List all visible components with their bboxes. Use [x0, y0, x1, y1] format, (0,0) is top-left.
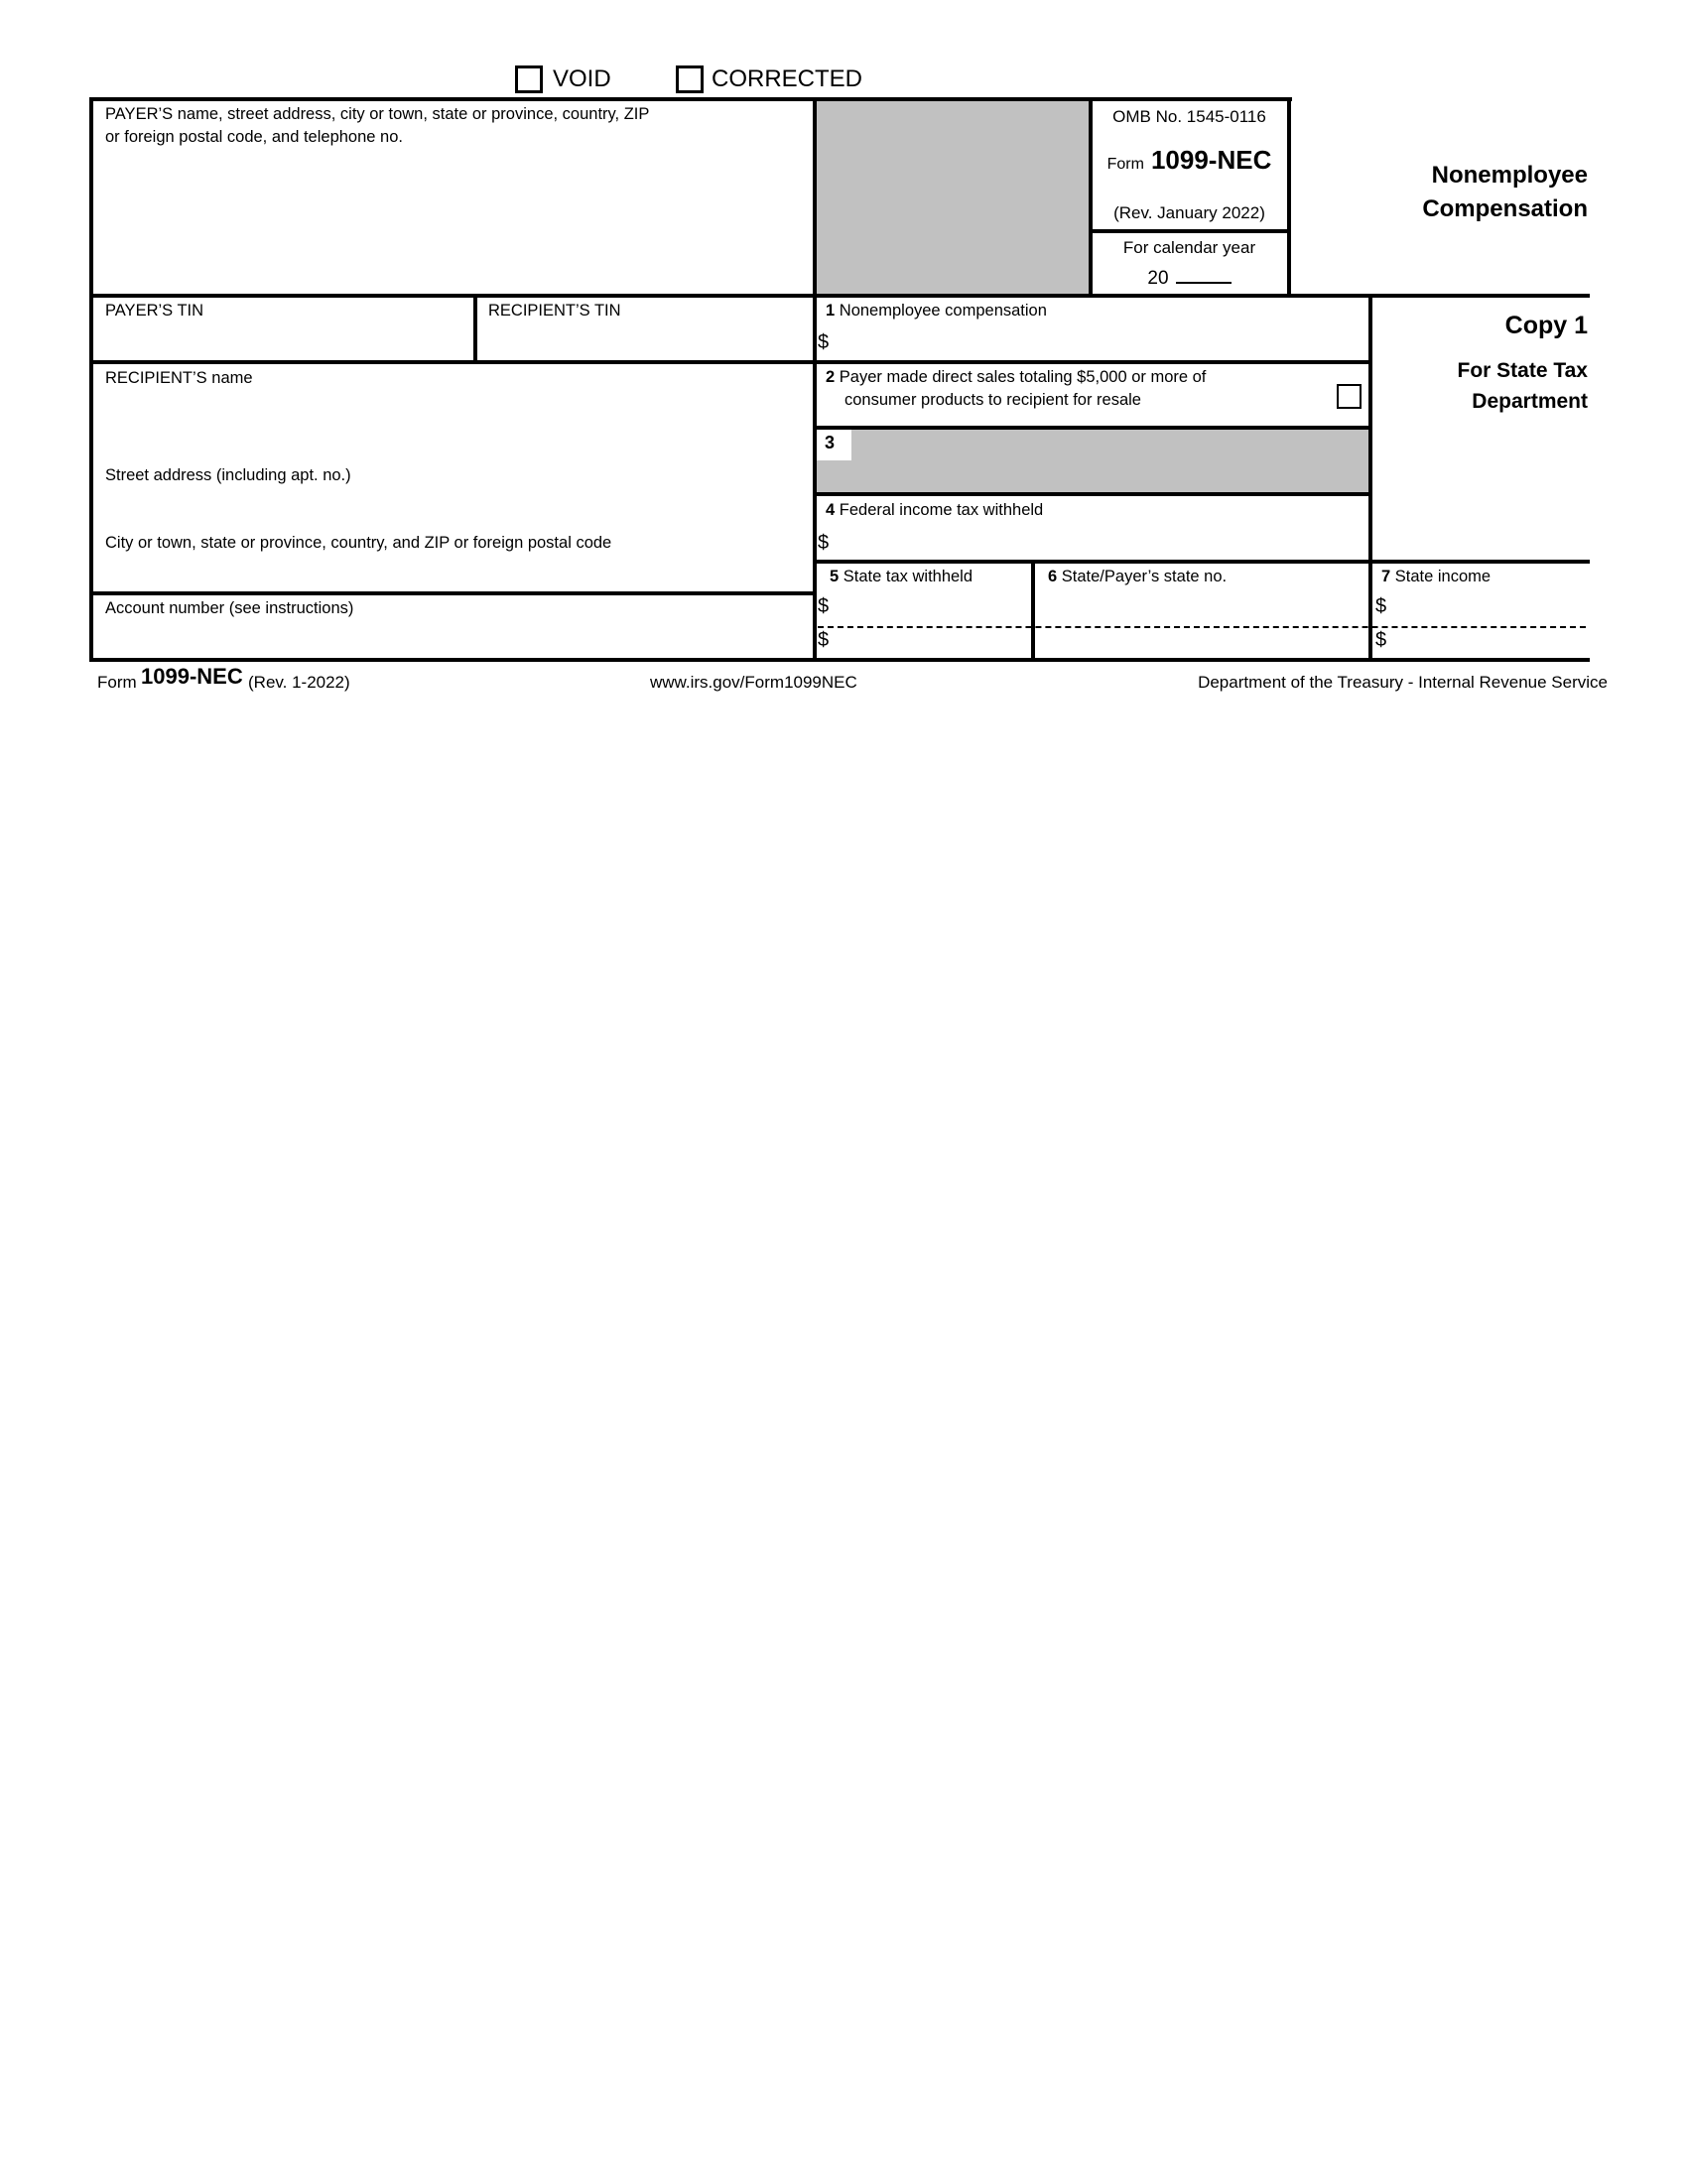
- footer-form-number: 1099-NEC: [141, 664, 243, 689]
- box5-amount-top-field[interactable]: [840, 593, 1026, 621]
- payer-tin-field[interactable]: [95, 325, 468, 357]
- account-number-field[interactable]: [95, 623, 808, 655]
- box7-dollar-sign-bottom: $: [1375, 629, 1387, 651]
- box4-amount-field[interactable]: [840, 530, 1363, 556]
- grid-line: [89, 97, 93, 662]
- grid-line: [89, 658, 1590, 662]
- box5-dollar-sign-bottom: $: [818, 629, 830, 651]
- void-checkbox[interactable]: [515, 65, 543, 93]
- calendar-year-row: [1090, 260, 1289, 290]
- box1-amount-field[interactable]: [840, 329, 1363, 357]
- omb-form-number: 1099-NEC: [1150, 145, 1272, 175]
- omb-form-number-row: [1090, 145, 1289, 176]
- grid-line: [89, 294, 1590, 298]
- box5-label: [830, 566, 973, 588]
- box2-label-line1: Payer made direct sales totaling $5,000 or more of: [839, 368, 1207, 386]
- box6-state-no-field[interactable]: [1040, 593, 1363, 655]
- payer-info-field[interactable]: [95, 151, 808, 290]
- box3-number-chip: [816, 430, 851, 460]
- recipient-tin-label: RECIPIENT’S TIN: [488, 302, 621, 320]
- footer-form-word: Form: [97, 673, 137, 692]
- grid-line: [814, 492, 1371, 496]
- city-field[interactable]: [95, 558, 808, 587]
- grid-line: [473, 294, 477, 364]
- box6-number: 6: [1048, 568, 1058, 585]
- omb-revision-label: (Rev. January 2022): [1113, 203, 1265, 222]
- payer-info-label-line1: PAYER’S name, street address, city or town, state or province, country, ZIP: [105, 105, 650, 123]
- omb-form-word: Form: [1106, 156, 1144, 173]
- box7-amount-top-field[interactable]: [1397, 593, 1586, 621]
- recipient-name-field[interactable]: [95, 393, 808, 454]
- box1-dollar-sign: $: [818, 331, 830, 353]
- corrected-checkbox[interactable]: [676, 65, 704, 93]
- box7-label: [1381, 566, 1491, 588]
- box2-label-line2: consumer products to recipient for resale: [844, 391, 1141, 409]
- box7-amount-bottom-field[interactable]: [1397, 629, 1586, 655]
- street-address-field[interactable]: [95, 490, 808, 526]
- footer-revision: (Rev. 1-2022): [248, 673, 350, 692]
- box4-number: 4: [826, 501, 836, 519]
- payer-tin-label: PAYER’S TIN: [105, 302, 204, 320]
- box1-label-text: Nonemployee compensation: [839, 302, 1047, 320]
- header-shaded-box: [814, 97, 1092, 296]
- payer-info-label: [105, 103, 649, 149]
- box7-number: 7: [1381, 568, 1391, 585]
- city-label: City or town, state or province, country, and ZIP or foreign postal code: [105, 534, 612, 552]
- footer-agency: Department of the Treasury - Internal Revenue Service: [1198, 673, 1608, 692]
- form-title-line2: Compensation: [1422, 195, 1588, 222]
- year-prefix: 20: [1147, 268, 1169, 289]
- box6-label: [1048, 566, 1227, 588]
- corrected-label: CORRECTED: [712, 65, 863, 92]
- grid-line: [1031, 560, 1035, 662]
- grid-line: [813, 97, 817, 662]
- box1-number: 1: [826, 302, 836, 320]
- form-title-line1: Nonemployee: [1431, 162, 1588, 189]
- box5-number: 5: [830, 568, 840, 585]
- box6-label-text: State/Payer’s state no.: [1061, 568, 1228, 585]
- grid-line: [814, 560, 1590, 564]
- street-address-label: Street address (including apt. no.): [105, 466, 351, 484]
- box2-label: [826, 366, 1206, 412]
- form-title: [1422, 159, 1588, 226]
- box3-shaded-area: [814, 426, 1371, 494]
- payer-info-label-line2: or foreign postal code, and telephone no.: [105, 128, 403, 146]
- grid-line: [1090, 229, 1290, 233]
- grid-line: [89, 360, 1371, 364]
- recipient-name-label: RECIPIENT’S name: [105, 369, 253, 387]
- void-label: VOID: [553, 65, 611, 92]
- box3-number: 3: [825, 433, 836, 452]
- box7-label-text: State income: [1394, 568, 1492, 585]
- copy-number-label: Copy 1: [1504, 312, 1588, 339]
- grid-line: [89, 97, 1292, 101]
- box2-checkbox[interactable]: [1337, 384, 1362, 409]
- copy-recipient-label: [1458, 355, 1588, 417]
- box5-dollar-sign-top: $: [818, 595, 830, 617]
- box4-dollar-sign: $: [818, 532, 830, 554]
- grid-line: [89, 591, 816, 595]
- box4-label: [826, 499, 1043, 522]
- box5-label-text: State tax withheld: [843, 568, 973, 585]
- copy-for-line2: Department: [1472, 390, 1588, 413]
- grid-line: [1368, 294, 1372, 662]
- box7-dollar-sign-top: $: [1375, 595, 1387, 617]
- box1-label: [826, 300, 1047, 322]
- omb-number-label: OMB No. 1545-0116: [1112, 107, 1266, 126]
- copy-for-line1: For State Tax: [1457, 359, 1588, 382]
- account-number-label: Account number (see instructions): [105, 599, 354, 617]
- calendar-year-label: For calendar year: [1122, 238, 1256, 257]
- footer-url: www.irs.gov/Form1099NEC: [650, 673, 857, 692]
- box4-label-text: Federal income tax withheld: [839, 501, 1044, 519]
- year-blank-field[interactable]: [1176, 260, 1232, 284]
- grid-line: [814, 426, 1371, 430]
- box5-amount-bottom-field[interactable]: [840, 629, 1026, 655]
- box2-number: 2: [826, 368, 836, 386]
- recipient-tin-field[interactable]: [482, 325, 808, 357]
